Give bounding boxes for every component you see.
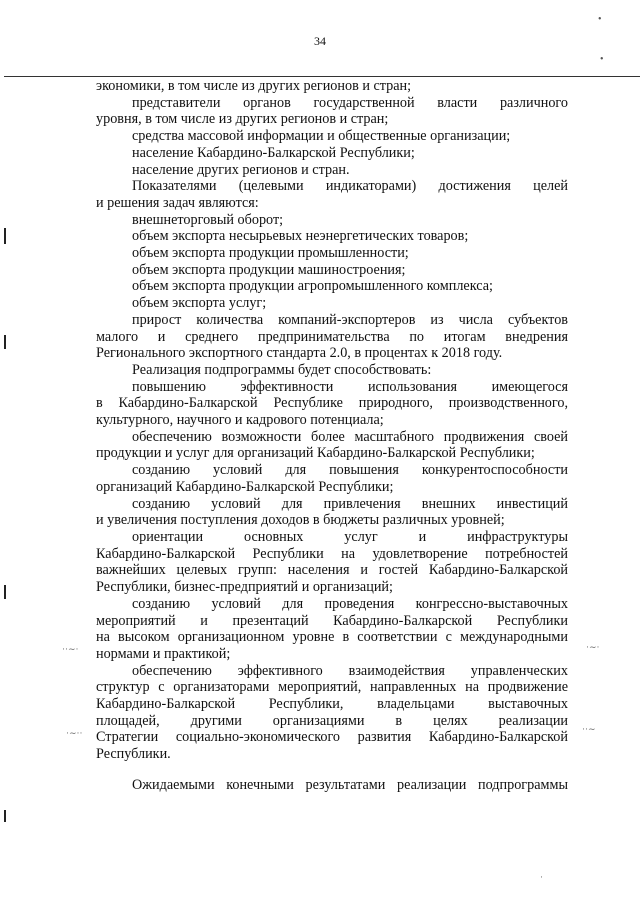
paragraph (96, 429, 568, 462)
text-line: ориентации основных услуг и инфраструктуры (132, 528, 568, 545)
scan-speck: ·∼·· (66, 728, 83, 738)
text-line: население других регионов и стран. (132, 161, 350, 178)
text-line: объем экспорта продукции промышленности; (132, 245, 409, 262)
text-line: созданию условий для повышения конкурентоспособности (132, 462, 568, 479)
paragraph (96, 128, 568, 145)
text-line: созданию условий для привлечения внешних инвестиций (132, 495, 568, 512)
text-line: объем экспорта продукции машиностроения; (132, 261, 406, 278)
paragraph (96, 178, 568, 211)
text-line: уровня, в том числе из других регионов и стран; (96, 111, 389, 128)
paragraph (96, 145, 568, 162)
text-line: культурного, научного и кадрового потенциала; (96, 412, 384, 429)
paragraph (96, 78, 568, 95)
document-body (96, 78, 568, 794)
text-line: Реализация подпрограммы будет способствовать: (132, 361, 432, 378)
text-line: и решения задач являются: (96, 194, 259, 211)
paragraph (96, 228, 568, 245)
paragraph (96, 777, 568, 794)
text-line: структур с организаторами мероприятий, направленных на продвижение (96, 679, 568, 696)
scan-edge-mark (4, 585, 6, 599)
scan-edge-mark (4, 335, 6, 349)
text-line: Регионального экспортного стандарта 2.0, в процентах к 2018 году. (96, 345, 503, 362)
text-line: обеспечению эффективного взаимодействия управленческих (132, 662, 568, 679)
text-line: население Кабардино-Балкарской Республики; (132, 144, 415, 161)
paragraph-gap (96, 763, 568, 777)
scan-speck: • (600, 54, 604, 65)
text-line: Показателями (целевыми индикаторами) достижения целей (132, 178, 568, 195)
text-line: созданию условий для проведения конгрессно-выставочных (132, 595, 568, 612)
paragraph (96, 496, 568, 529)
text-line: малого и среднего предпринимательства по итогам внедрения (96, 328, 568, 345)
text-line: важнейших целевых групп: населения и гостей Кабардино-Балкарской (96, 562, 568, 579)
text-line: площадей, другими организациями в целях реализации (96, 712, 568, 729)
text-line: повышению эффективности использования имеющегося (132, 378, 568, 395)
paragraph (96, 278, 568, 295)
paragraph (96, 95, 568, 128)
paragraph (96, 663, 568, 763)
page-number: 34 (314, 34, 326, 48)
text-line: организаций Кабардино-Балкарской Республики; (96, 478, 394, 495)
text-line: Кабардино-Балкарской Республики на удовлетворение потребностей (96, 545, 568, 562)
paragraph (96, 596, 568, 663)
text-line: экономики, в том числе из других регионов и стран; (96, 78, 412, 94)
text-line: внешнеторговый оборот; (132, 211, 284, 228)
scan-edge-mark (4, 810, 6, 822)
paragraph (96, 379, 568, 429)
paragraph (96, 295, 568, 312)
paragraph (96, 462, 568, 495)
paragraph (96, 262, 568, 279)
text-line: обеспечению возможности более масштабного продвижения своей (132, 428, 568, 445)
text-line: в Кабардино-Балкарской Республике природного, производственного, (96, 395, 568, 412)
text-line: объем экспорта несырьевых неэнергетических товаров; (132, 228, 469, 245)
text-line: на высоком организационном уровне в соответствии с международными (96, 629, 568, 646)
paragraph (96, 362, 568, 379)
text-line: и увеличения поступления доходов в бюджеты различных уровней; (96, 512, 505, 529)
scan-speck: ··∼· (62, 644, 79, 654)
text-line: Кабардино-Балкарской Республики, владельцами выставочных (96, 696, 568, 713)
text-line: представители органов государственной власти различного (132, 94, 568, 111)
text-line: мероприятий и презентаций Кабардино-Балкарской Республики (96, 612, 568, 629)
paragraph (96, 529, 568, 596)
text-line: Республики. (96, 746, 171, 763)
text-line: Ожидаемыми конечными результатами реализации подпрограммы (132, 776, 568, 793)
text-line: объем экспорта продукции агропромышленного комплекса; (132, 278, 493, 295)
scan-speck: ·∼· (586, 642, 600, 652)
text-line: Стратегии социально-экономического развития Кабардино-Балкарской (96, 729, 568, 746)
scan-edge-mark (4, 228, 6, 244)
text-line: средства массовой информации и общественные организации; (132, 128, 511, 145)
scan-speck: ··∼ (582, 724, 596, 734)
paragraph (96, 212, 568, 229)
scan-speck: · (540, 872, 543, 882)
text-line: Республики, бизнес-предприятий и организаций; (96, 579, 393, 596)
text-line: объем экспорта услуг; (132, 295, 267, 312)
header-rule (4, 76, 640, 77)
paragraph (96, 245, 568, 262)
text-line: продукции и услуг для организаций Кабардино-Балкарской Республики; (96, 445, 535, 462)
paragraph (96, 312, 568, 362)
paragraph (96, 162, 568, 179)
scan-speck: • (598, 14, 602, 25)
text-line: нормами и практикой; (96, 645, 231, 662)
text-line: прирост количества компаний-экспортеров из числа субъектов (132, 311, 568, 328)
